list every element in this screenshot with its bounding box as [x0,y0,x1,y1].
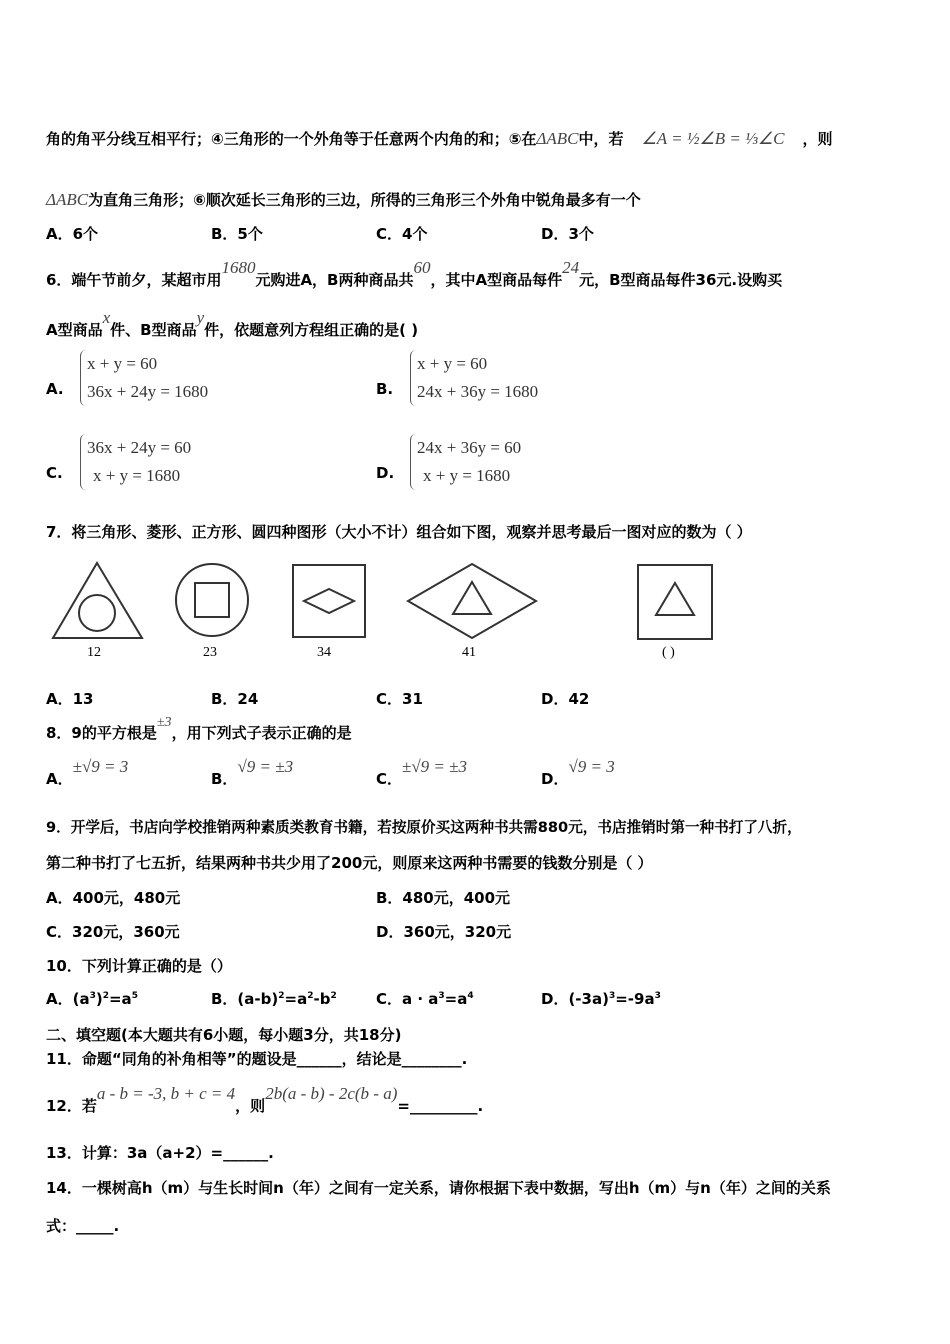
text: A型商品 [46,321,103,339]
equation: 36x + 24y = 60 [87,438,192,457]
q7-option-d[interactable]: D．42 [541,690,590,708]
q9-option-a[interactable]: A．400元，480元 [46,889,181,907]
equation: 24x + 36y = 1680 [417,382,539,401]
q6-option-b-system[interactable] [410,350,538,406]
equation: 36x + 24y = 1680 [87,382,209,401]
q5-option-b[interactable]: B．5个 [211,225,263,243]
q10-option-a[interactable]: A．$(a^3)^2=a^5$ [46,990,138,1008]
figure-label: 23 [203,645,217,660]
q5-option-a[interactable]: A．6个 [46,225,99,243]
q8-option-d[interactable] [541,757,615,789]
q6-option-b-label[interactable]: B. [376,380,394,398]
text: 12．若 [46,1097,97,1115]
equation: x + y = 60 [417,354,488,373]
q6-option-d-label[interactable]: D. [376,464,395,482]
text: =_________. [397,1097,484,1115]
text: ，其中A型商品每件 [430,271,563,289]
figure-square-rhombus [291,563,367,639]
q8-option-b[interactable] [211,757,294,789]
math: x [102,308,111,327]
text: 为直角三角形；⑥顺次延长三角形的三边，所得的三角形三个外角中锐角最多有一个 [88,191,641,209]
text: 8．9的平方根是 [46,724,157,742]
q7-text: 7．将三角形、菱形、正方形、圆四种图形（大小不计）组合如下图，观察并思考最后一图对应的数为（ ） [46,523,752,541]
q8-option-c[interactable] [376,757,467,789]
q9-line2: 第二种书打了七五折，结果两种书共少用了200元，则原来这两种书需要的钱数分别是（ ） [46,854,653,872]
math: 60 [413,258,431,277]
math-formula: ∠A = ½∠B = ⅓∠C [641,129,785,148]
q6-option-a-system[interactable] [80,350,208,406]
option-label: D． [541,770,569,788]
figure-label: ( ) [662,645,675,660]
q5-option-d[interactable]: D．3个 [541,225,594,243]
q5-option-c[interactable]: C．4个 [376,225,428,243]
text: ，则 [802,130,833,148]
q6-line2 [46,308,419,340]
math: y [196,308,205,327]
q14-line1: 14．一棵树高h（m）与生长时间n（年）之间有一定关系，请你根据下表中数据，写出h（m）与n（年）之间的关系 [46,1179,831,1197]
equation: x + y = 1680 [93,466,181,485]
option-label: A． [46,770,73,788]
figure-label: 12 [87,645,101,660]
text: 中，若 [578,130,624,148]
equation: x + y = 1680 [423,466,511,485]
math: ±3 [156,715,172,730]
figure-label: 41 [462,645,476,660]
q9-line1: 9．开学后，书店向学校推销两种素质类教育书籍，若按原价买这两种书共需880元，书店推销时第一种书打了八折， [46,819,802,836]
math: √9 = ±3 [237,757,294,776]
math-triangle: ΔABC [46,190,89,209]
math-triangle: ΔABC [536,129,579,148]
equation: 24x + 36y = 60 [417,438,522,457]
math: 1680 [221,258,256,277]
text: 角的角平分线互相平行；④三角形的一个外角等于任意两个内角的和；⑤在 [46,130,537,148]
q10-option-d[interactable]: D．$(-3a)^3=-9a^3$ [541,990,661,1008]
figure-circle-square [173,560,251,640]
text: ，用下列式子表示正确的是 [171,724,352,742]
q10-text: 10．下列计算正确的是（） [46,957,232,975]
text: 6．端午节前夕，某超市用 [46,271,222,289]
q13-text: 13．计算：3a（a+2）=______. [46,1144,274,1162]
text: 元，B型商品每件36元.设购买 [579,271,783,289]
q9-option-d[interactable]: D．360元，320元 [376,923,512,941]
figure-label: 34 [317,645,331,660]
q8-text [46,715,352,743]
math: a - b = -3, b + c = 4 [96,1084,236,1103]
q7-option-b[interactable]: B．24 [211,690,259,708]
figure-square-triangle [636,563,714,641]
figure-triangle-circle [50,560,145,642]
q8-option-a[interactable] [46,757,129,789]
q11-text: 11．命题“同角的补角相等”的题设是______，结论是________. [46,1050,468,1068]
q7-option-c[interactable]: C．31 [376,690,423,708]
text: 件，依题意列方程组正确的是( ) [204,321,419,339]
q9-option-b[interactable]: B．480元，400元 [376,889,511,907]
q14-line2: 式：_____. [46,1217,120,1235]
math: 2b(a - b) - 2c(b - a) [265,1084,398,1103]
q9-option-c[interactable]: C．320元，360元 [46,923,180,941]
q6-line1 [46,258,783,290]
section-heading: 二、填空题(本大题共有6小题，每小题3分，共18分) [46,1026,402,1044]
option-label: B． [211,770,238,788]
figure-rhombus-triangle [405,562,539,640]
q12-text [46,1084,484,1116]
q5-line1 [46,128,833,149]
equation: x + y = 60 [87,354,158,373]
text: ，则 [235,1097,266,1115]
math: √9 = 3 [568,757,615,776]
q10-option-c[interactable]: C．$a \cdot a^3=a^4$ [376,990,474,1008]
q6-option-c-label[interactable]: C. [46,464,63,482]
q6-option-a-label[interactable]: A. [46,380,64,398]
q6-option-c-system[interactable] [80,434,191,490]
q10-option-b[interactable]: B．$(a-b)^2=a^2-b^2$ [211,990,337,1008]
q6-option-d-system[interactable] [410,434,521,490]
text: 件、B型商品 [110,321,197,339]
text: 元购进A，B两种商品共 [255,271,414,289]
q7-option-a[interactable]: A．13 [46,690,94,708]
math: ±√9 = 3 [72,757,129,776]
math: 24 [562,258,580,277]
option-label: C． [376,770,403,788]
q5-line2 [46,189,641,210]
math: ±√9 = ±3 [402,757,467,776]
